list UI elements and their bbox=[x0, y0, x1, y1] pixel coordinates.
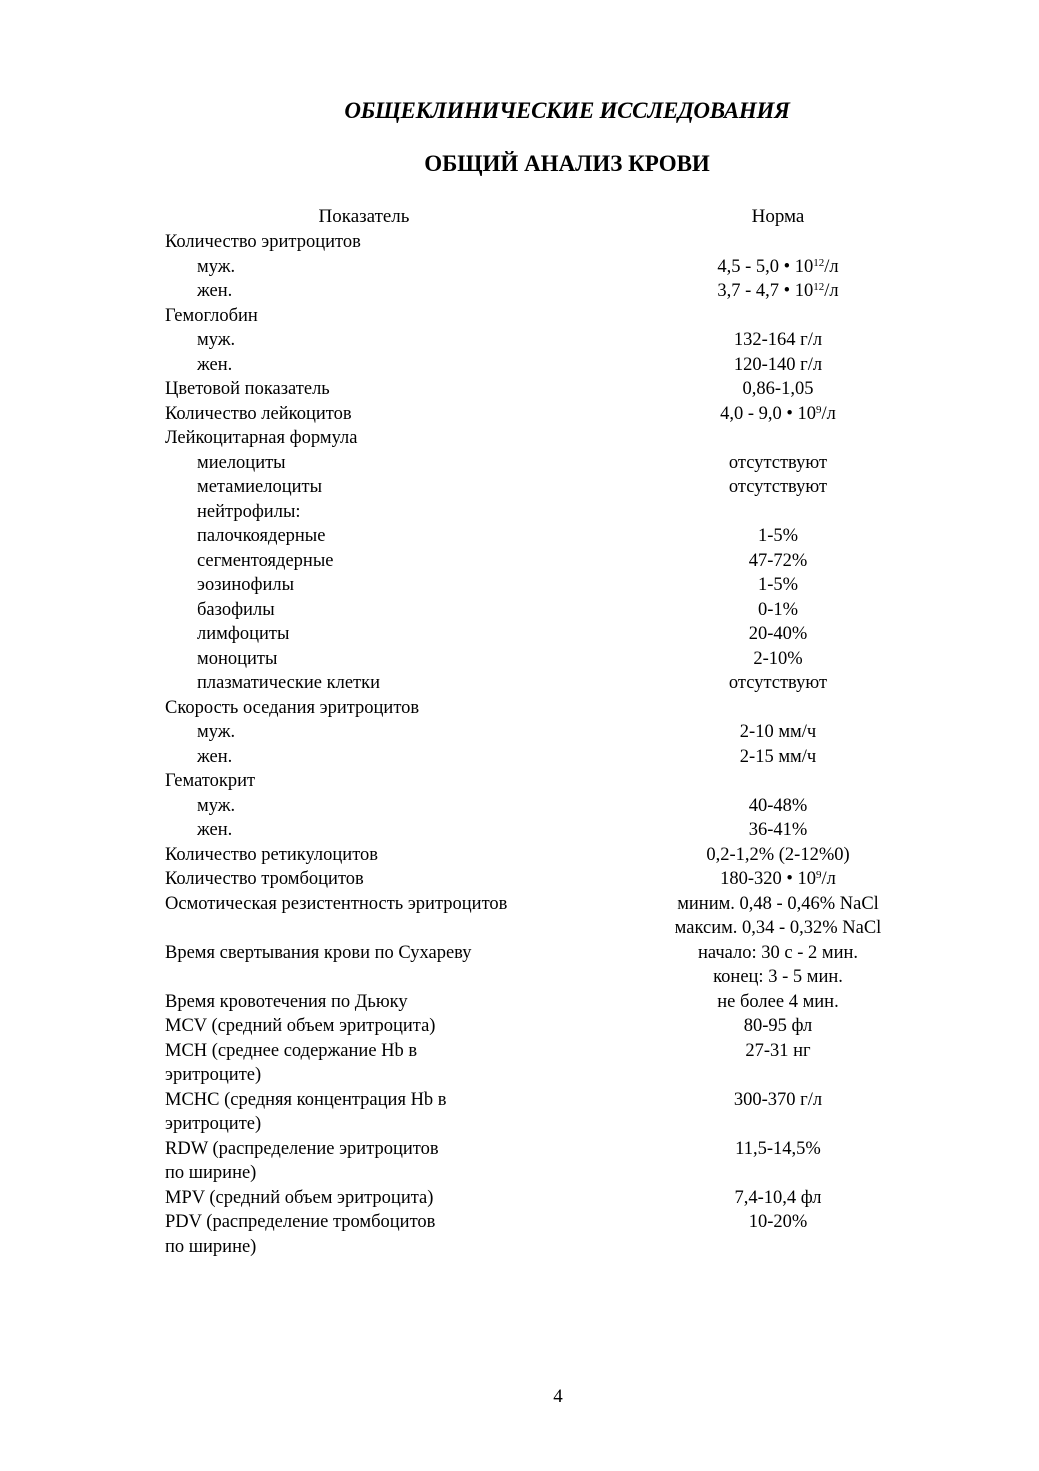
row-label: миелоциты bbox=[197, 452, 286, 473]
row-norm: не более 4 мин. bbox=[717, 991, 839, 1012]
table-row bbox=[0, 573, 1039, 598]
table-row bbox=[0, 892, 1039, 917]
row-norm: 120-140 г/л bbox=[733, 354, 823, 375]
row-norm: 3,7 - 4,7 • $10^{12}/л$ bbox=[717, 281, 839, 301]
row-label: жен. bbox=[197, 354, 233, 375]
section-title: ОБЩЕКЛИНИЧЕСКИЕ ИССЛЕДОВАНИЯ bbox=[344, 98, 790, 123]
row-norm: 4,0 - 9,0 • $10^9/л$ bbox=[720, 403, 836, 424]
row-label: по ширине) bbox=[165, 1163, 257, 1183]
row-label: муж. bbox=[197, 330, 236, 350]
row-label: муж. bbox=[197, 256, 236, 277]
page-number: 4 bbox=[553, 1386, 563, 1407]
table-row bbox=[0, 867, 1039, 892]
table-row bbox=[0, 1235, 1039, 1260]
table-row bbox=[0, 279, 1039, 304]
row-norm: 4,5 - 5,0 • $10^{12}/л$ bbox=[717, 256, 839, 277]
row-label: жен. bbox=[197, 281, 233, 301]
table-row bbox=[0, 1088, 1039, 1113]
row-norm: 1-5% bbox=[757, 526, 799, 546]
row-norm: 300-370 г/л bbox=[733, 1089, 823, 1110]
row-label: Количество эритроцитов bbox=[165, 232, 361, 252]
table-row bbox=[0, 1112, 1039, 1137]
table-row bbox=[0, 1161, 1039, 1186]
table-row bbox=[0, 598, 1039, 623]
row-norm: 40-48% bbox=[748, 795, 808, 816]
row-norm: 20-40% bbox=[748, 624, 808, 644]
table-row bbox=[0, 1210, 1039, 1235]
table-row bbox=[0, 328, 1039, 353]
table-row bbox=[0, 647, 1039, 672]
row-label: Время кровотечения по Дьюку bbox=[165, 991, 408, 1012]
table-row bbox=[0, 1014, 1039, 1039]
row-label: MCV (средний объем эритроцита) bbox=[165, 1016, 436, 1036]
row-label: Цветовой показатель bbox=[165, 379, 330, 399]
table-row bbox=[0, 230, 1039, 255]
row-norm: максим. 0,34 - 0,32% NaCl bbox=[674, 918, 882, 938]
table-row bbox=[0, 818, 1039, 843]
row-label: жен. bbox=[197, 820, 233, 840]
table-row bbox=[0, 451, 1039, 476]
row-label: эозинофилы bbox=[197, 575, 295, 595]
row-norm: 11,5-14,5% bbox=[735, 1138, 821, 1159]
table-row bbox=[0, 304, 1039, 329]
row-label: лимфоциты bbox=[197, 624, 290, 644]
table-row bbox=[0, 549, 1039, 574]
row-label: Количество тромбоцитов bbox=[165, 869, 364, 889]
row-norm: 80-95 фл bbox=[743, 1016, 813, 1036]
row-norm: 27-31 нг bbox=[745, 1040, 811, 1061]
row-label: Лейкоцитарная формула bbox=[165, 428, 358, 448]
row-label: нейтрофилы: bbox=[197, 501, 301, 522]
row-norm: 0-1% bbox=[757, 599, 799, 620]
row-label: Количество ретикулоцитов bbox=[165, 844, 379, 865]
row-norm: отсутствуют bbox=[728, 452, 828, 473]
table-row bbox=[0, 745, 1039, 770]
row-label: MPV (средний объем эритроцита) bbox=[165, 1187, 434, 1208]
row-label: Гематокрит bbox=[165, 771, 256, 791]
row-norm: 1-5% bbox=[757, 575, 799, 595]
row-norm: отсутствуют bbox=[728, 673, 828, 693]
row-label: базофилы bbox=[197, 599, 275, 620]
table-row bbox=[0, 965, 1039, 990]
norms-table bbox=[0, 230, 1039, 1259]
table-row bbox=[0, 769, 1039, 794]
table-row bbox=[0, 500, 1039, 525]
row-label: эритроците) bbox=[165, 1114, 262, 1134]
row-label: RDW (распределение эритроцитов bbox=[165, 1138, 439, 1159]
table-row bbox=[0, 1137, 1039, 1162]
row-norm: 10-20% bbox=[748, 1212, 808, 1232]
table-row bbox=[0, 696, 1039, 721]
column-header-norm: Норма bbox=[751, 206, 805, 227]
row-label: PDV (распределение тромбоцитов bbox=[165, 1212, 436, 1232]
row-norm: конец: 3 - 5 мин. bbox=[713, 967, 843, 987]
column-header-indicator: Показатель bbox=[318, 206, 410, 227]
table-row bbox=[0, 1063, 1039, 1088]
row-label: по ширине) bbox=[165, 1236, 257, 1257]
row-label: жен. bbox=[197, 746, 233, 767]
table-row bbox=[0, 671, 1039, 696]
row-label: эритроците) bbox=[165, 1065, 262, 1085]
table-row bbox=[0, 941, 1039, 966]
row-label: Гемоглобин bbox=[165, 305, 258, 326]
row-label: плазматические клетки bbox=[197, 673, 381, 693]
row-label: метамиелоциты bbox=[197, 477, 323, 497]
table-row bbox=[0, 377, 1039, 402]
row-label: моноциты bbox=[197, 648, 278, 669]
row-norm: 132-164 г/л bbox=[733, 330, 823, 350]
table-row bbox=[0, 353, 1039, 378]
row-norm: миним. 0,48 - 0,46% NaCl bbox=[677, 893, 879, 914]
row-norm: 2-10 мм/ч bbox=[739, 722, 817, 742]
table-row bbox=[0, 475, 1039, 500]
row-label: MCH (среднее содержание Hb в bbox=[165, 1040, 418, 1061]
page-title: ОБЩИЙ АНАЛИЗ КРОВИ bbox=[424, 151, 710, 176]
row-norm: 47-72% bbox=[748, 550, 808, 571]
row-label: Время свертывания крови по Сухареву bbox=[165, 942, 472, 963]
table-row bbox=[0, 990, 1039, 1015]
row-label: Количество лейкоцитов bbox=[165, 403, 352, 424]
row-norm: 36-41% bbox=[748, 820, 808, 840]
row-norm: 0,86-1,05 bbox=[742, 379, 814, 399]
row-label: муж. bbox=[197, 795, 236, 816]
row-norm: 2-10% bbox=[753, 648, 803, 669]
row-label: MCHC (средняя концентрация Hb в bbox=[165, 1089, 447, 1110]
table-row bbox=[0, 794, 1039, 819]
table-row bbox=[0, 524, 1039, 549]
table-row bbox=[0, 1186, 1039, 1211]
row-label: сегментоядерные bbox=[197, 550, 334, 571]
row-norm: 0,2-1,2% (2-12%0) bbox=[706, 844, 850, 865]
table-row bbox=[0, 402, 1039, 427]
row-norm: начало: 30 с - 2 мин. bbox=[697, 942, 859, 963]
table-row bbox=[0, 916, 1039, 941]
row-label: Скорость оседания эритроцитов bbox=[165, 697, 420, 718]
table-row bbox=[0, 255, 1039, 280]
table-row bbox=[0, 843, 1039, 868]
table-row bbox=[0, 622, 1039, 647]
row-label: палочкоядерные bbox=[197, 526, 326, 546]
row-label: муж. bbox=[197, 722, 236, 742]
row-label: Осмотическая резистентность эритроцитов bbox=[165, 893, 508, 914]
row-norm: отсутствуют bbox=[728, 477, 828, 497]
row-norm: 180-320 • $10^9/л$ bbox=[720, 869, 836, 889]
row-norm: 7,4-10,4 фл bbox=[734, 1187, 822, 1208]
row-norm: 2-15 мм/ч bbox=[739, 746, 817, 767]
table-row bbox=[0, 426, 1039, 451]
table-row bbox=[0, 720, 1039, 745]
table-row bbox=[0, 1039, 1039, 1064]
